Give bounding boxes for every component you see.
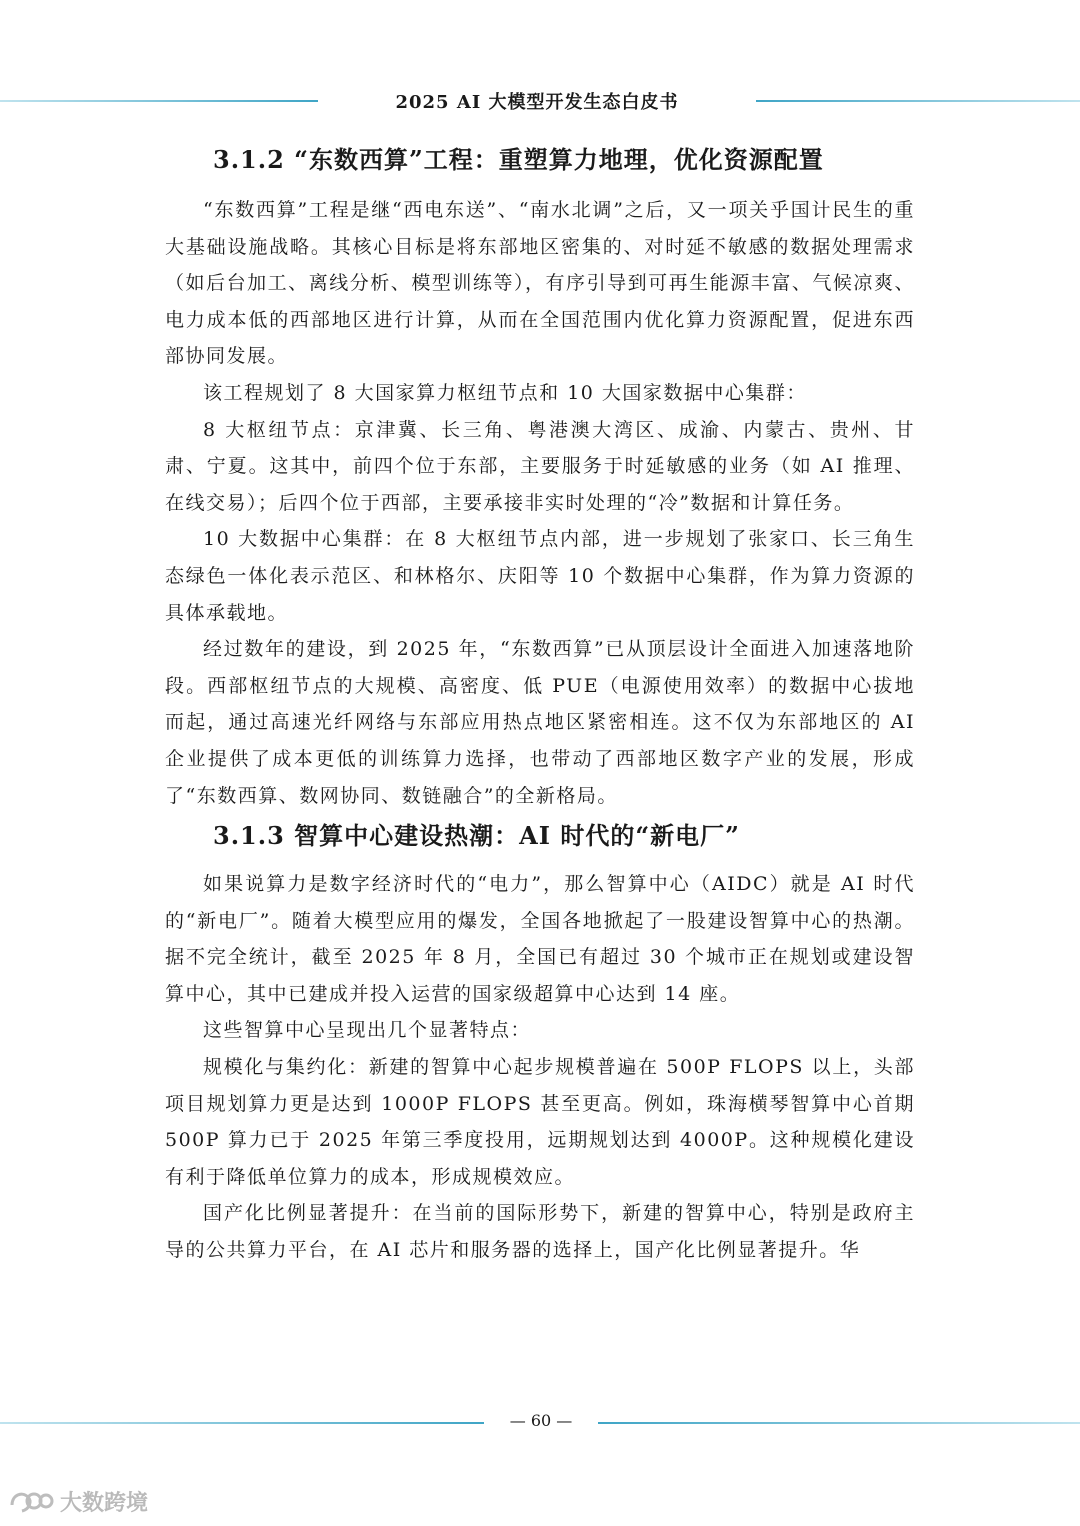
paragraph: 国产化比例显著提升：在当前的国际形势下，新建的智算中心，特别是政府主导的公共算力平台，在 AI 芯片和服务器的选择上，国产化比例显著提升。华 [165,1202,915,1262]
section-heading-3-1-2: 3.1.2 “东数西算”工程：重塑算力地理，优化资源配置 [213,145,824,174]
page-body [165,140,915,1269]
watermark-text: 大数跨境 [60,1491,149,1516]
paragraph: 这些智算中心呈现出几个显著特点： [203,1019,532,1042]
page-number: — 60 — [509,1411,573,1430]
section-heading-3-1-3: 3.1.3 智算中心建设热潮：AI 时代的“新电厂” [213,821,740,851]
header-rule-left [0,100,318,102]
paragraph: 经过数年的建设，到 2025 年，“东数西算”已从顶层设计全面进入加速落地阶段。西部枢纽节点的大规模、高密度、低 PUE（电源使用效率）的数据中心拔地而起，通过高速光纤网络与东部应用热点地区紧密相连。这不仅为东部地区的 AI 企业提供了成本更低的训练算力选择，也带动了西部地区数字产业的发展，形成了“东数西算、数网协同、数链融合”的全新格局。 [165,638,915,807]
paragraph: 8 大枢纽节点：京津冀、长三角、粤港澳大湾区、成渝、内蒙古、贵州、甘肃、宁夏。这其中，前四个位于东部，主要服务于时延敏感的业务（如 AI 推理、在线交易）；后四个位于西部，主要承接非实时处理的“冷”数据和计算任务。 [165,418,915,514]
paragraph: 该工程规划了 8 大国家算力枢纽节点和 10 大国家数据中心集群： [203,381,807,404]
footer-rule-right [598,1422,1080,1424]
paragraph: 10 大数据中心集群：在 8 大枢纽节点内部，进一步规划了张家口、长三角生态绿色一体化表示范区、和林格尔、庆阳等 10 个数据中心集群，作为算力资源的具体承载地。 [165,528,915,624]
footer-rule-left [0,1422,484,1424]
watermark-logo-icon [8,1487,54,1517]
paragraph: 规模化与集约化：新建的智算中心起步规模普遍在 500P FLOPS 以上，头部项目规划算力更是达到 1000P FLOPS 甚至更高。例如，珠海横琴智算中心首期 500P 算力已于 2025 年第三季度投用，远期规划达到 4000P。这种规模化建设有利于降低单位算力的成本，形成规模效应。 [165,1056,915,1188]
paragraph: “东数西算”工程是继“西电东送”、“南水北调”之后，又一项关乎国计民生的重大基础设施战略。其核心目标是将东部地区密集的、对时延不敏感的数据处理需求（如后台加工、离线分析、模型训练等），有序引导到可再生能源丰富、气候凉爽、电力成本低的西部地区进行计算，从而在全国范围内优化算力资源配置，促进东西部协同发展。 [165,199,915,368]
running-header-title: 2025 AI 大模型开发生态白皮书 [395,92,679,113]
watermark [8,1486,148,1517]
header-rule-right [756,100,1080,102]
paragraph: 如果说算力是数字经济时代的“电力”，那么智算中心（AIDC）就是 AI 时代的“新电厂”。随着大模型应用的爆发，全国各地掀起了一股建设智算中心的热潮。据不完全统计，截至 2025 年 8 月，全国已有超过 30 个城市正在规划或建设智算中心，其中已建成并投入运营的国家级超算中心达到 14 座。 [165,873,915,1005]
